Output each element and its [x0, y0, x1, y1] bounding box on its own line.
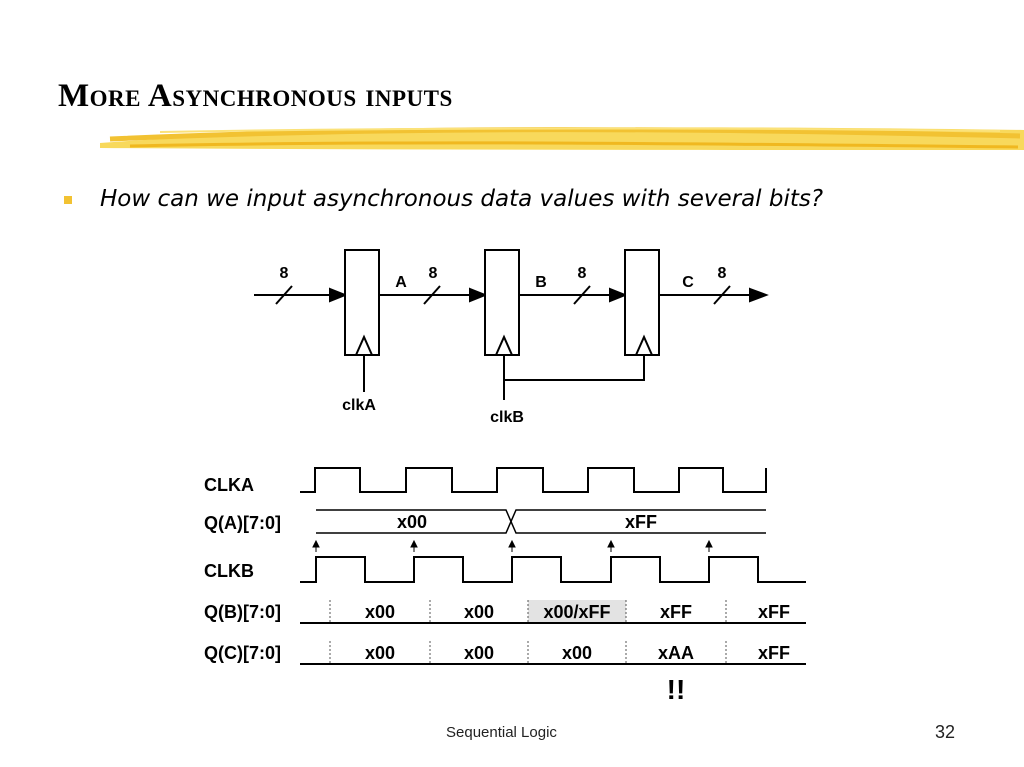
qc-value: x00 — [463, 643, 495, 663]
qb-value: x00/xFF — [543, 602, 611, 622]
signal-name-clkb: CLKB — [204, 561, 254, 581]
clkb-waveform — [300, 557, 806, 582]
qa-bus — [316, 510, 766, 533]
footer-text: Sequential Logic — [446, 724, 557, 741]
slide-title: More Asynchronous inputs — [58, 78, 453, 114]
bus-width-label: 8 — [428, 265, 438, 282]
qc-value: x00 — [561, 643, 593, 663]
highlighter-stroke — [100, 127, 1024, 150]
clkb-branch-wire — [504, 355, 644, 380]
timing-diagram — [204, 468, 806, 705]
qb-value: xFF — [659, 602, 693, 622]
clka-waveform — [300, 468, 766, 492]
signal-name-qb: Q(B)[7:0] — [204, 602, 281, 622]
qc-value: xAA — [657, 643, 695, 663]
bus-width-label: 8 — [577, 265, 587, 282]
signal-name-qa: Q(A)[7:0] — [204, 513, 281, 533]
bus-width-label: 8 — [717, 265, 727, 282]
bus-width-label: 8 — [279, 265, 289, 282]
qb-value: x00 — [364, 602, 396, 622]
signal-label-b: B — [535, 274, 547, 291]
qc-value: x00 — [364, 643, 396, 663]
input-arrowhead — [330, 289, 345, 301]
clka-label: clkA — [342, 397, 376, 414]
qb-value: x00 — [463, 602, 495, 622]
bullet-text: How can we input asynchronous data values with several bits? — [100, 186, 824, 212]
signal-label-a: A — [395, 274, 407, 291]
clkb-label: clkB — [490, 409, 524, 426]
bullet-square-icon — [64, 196, 72, 204]
sampling-arrows — [313, 541, 712, 552]
qa-value: xFF — [624, 512, 658, 532]
qb-value: xFF — [757, 602, 791, 622]
signal-label-c: C — [682, 274, 694, 291]
page-number: 32 — [935, 722, 956, 742]
qc-value: xFF — [757, 643, 791, 663]
error-annotation: !! — [666, 674, 686, 705]
circuit-diagram — [254, 250, 766, 400]
qa-value: x00 — [396, 512, 428, 532]
signal-name-qc: Q(C)[7:0] — [204, 643, 281, 663]
signal-name-clka: CLKA — [204, 475, 254, 495]
